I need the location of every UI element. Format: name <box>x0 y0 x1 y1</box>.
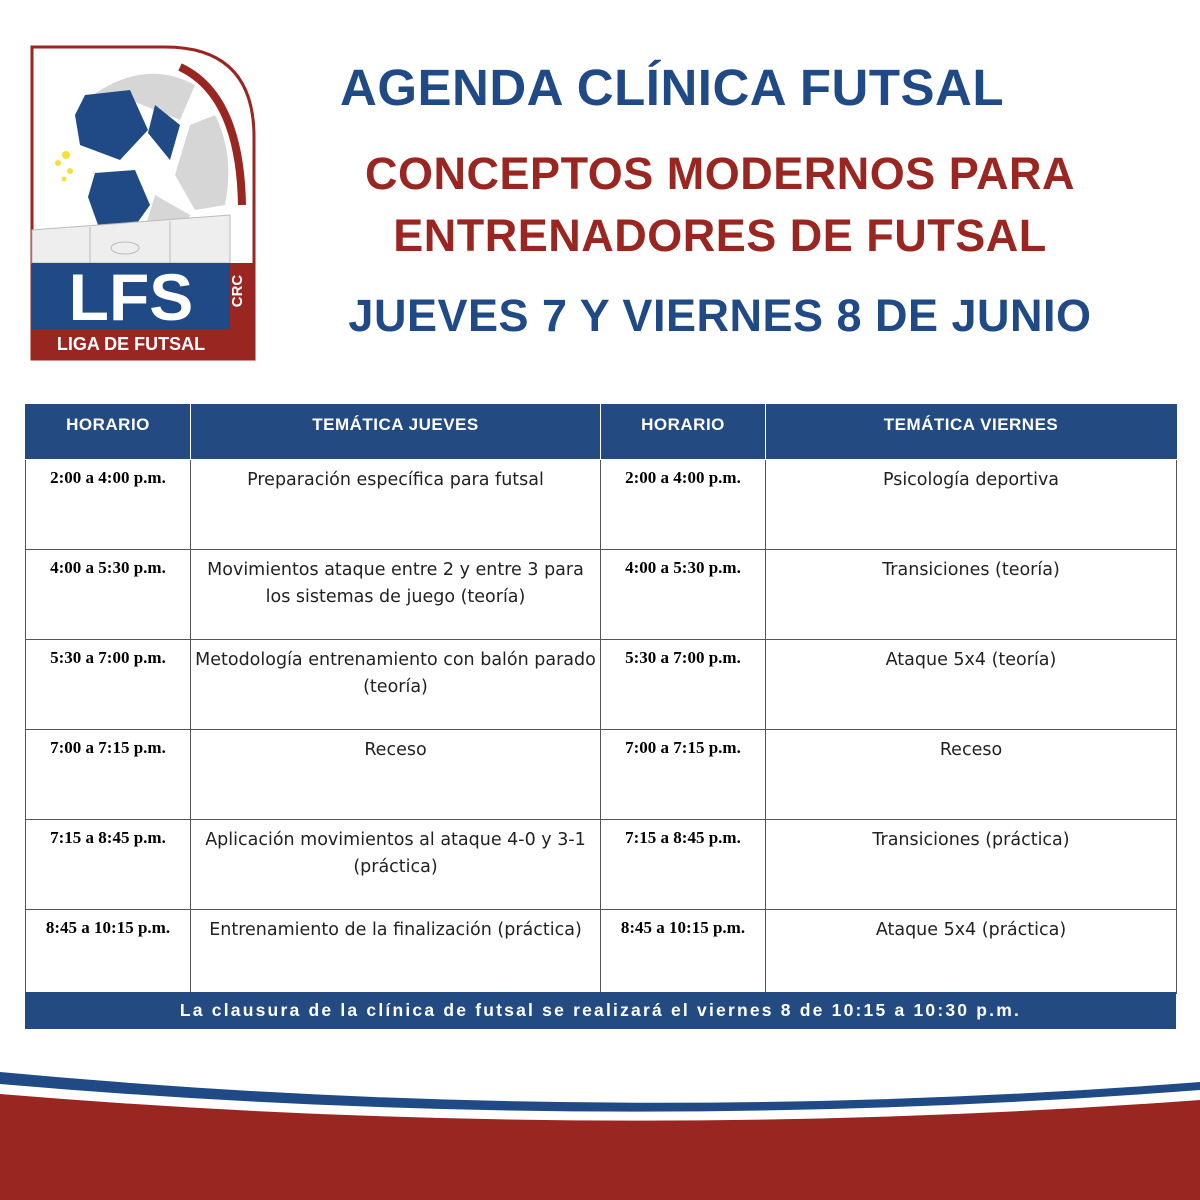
time-friday: 7:15 a 8:45 p.m. <box>601 820 766 910</box>
topic-thursday: Metodología entrenamiento con balón parado (teoría) <box>191 640 601 730</box>
table-row <box>26 910 1177 994</box>
topic-friday: Ataque 5x4 (teoría) <box>766 640 1177 730</box>
topic-thursday: Receso <box>191 730 601 820</box>
table-header-row <box>26 405 1177 460</box>
time-thursday: 7:00 a 7:15 p.m. <box>26 730 191 820</box>
time-thursday: 7:15 a 8:45 p.m. <box>26 820 191 910</box>
table-row <box>26 730 1177 820</box>
header-tematica-viernes: TEMÁTICA VIERNES <box>766 405 1177 460</box>
time-friday: 8:45 a 10:15 p.m. <box>601 910 766 994</box>
topic-friday: Transiciones (práctica) <box>766 820 1177 910</box>
topic-thursday: Entrenamiento de la finalización (práctica) <box>191 910 601 994</box>
agenda-subtitle <box>300 143 1140 267</box>
topic-friday: Psicología deportiva <box>766 460 1177 550</box>
time-thursday: 8:45 a 10:15 p.m. <box>26 910 191 994</box>
agenda-title: AGENDA CLÍNICA FUTSAL <box>340 59 1005 116</box>
time-friday: 7:00 a 7:15 p.m. <box>601 730 766 820</box>
table-row <box>26 820 1177 910</box>
header-horario-fri: HORARIO <box>601 405 766 460</box>
time-friday: 2:00 a 4:00 p.m. <box>601 460 766 550</box>
time-thursday: 2:00 a 4:00 p.m. <box>26 460 191 550</box>
logo-bottom-text: LIGA DE FUTSAL <box>56 334 206 354</box>
time-thursday: 4:00 a 5:30 p.m. <box>26 550 191 640</box>
time-thursday: 5:30 a 7:00 p.m. <box>26 640 191 730</box>
time-friday: 4:00 a 5:30 p.m. <box>601 550 766 640</box>
agenda-dates: JUEVES 7 Y VIERNES 8 DE JUNIO <box>348 290 1092 341</box>
topic-thursday: Movimientos ataque entre 2 y entre 3 para los sistemas de juego (teoría) <box>191 550 601 640</box>
topic-thursday: Preparación específica para futsal <box>191 460 601 550</box>
decorative-waves <box>0 1060 1200 1200</box>
table-row <box>26 460 1177 550</box>
topic-friday: Transiciones (teoría) <box>766 550 1177 640</box>
topic-friday: Receso <box>766 730 1177 820</box>
header-tematica-jueves: TEMÁTICA JUEVES <box>191 405 601 460</box>
topic-thursday: Aplicación movimientos al ataque 4-0 y 3-1 (práctica) <box>191 820 601 910</box>
closing-note: La clausura de la clínica de futsal se realizará el viernes 8 de 10:15 a 10:30 p.m. <box>25 992 1176 1029</box>
table-row <box>26 550 1177 640</box>
logo-letters: LFS <box>68 260 194 334</box>
table-row <box>26 640 1177 730</box>
topic-friday: Ataque 5x4 (práctica) <box>766 910 1177 994</box>
subtitle-line-1: CONCEPTOS MODERNOS PARA <box>365 148 1075 199</box>
agenda-table <box>25 404 1177 994</box>
subtitle-line-2: ENTRENADORES DE FUTSAL <box>393 210 1047 261</box>
time-friday: 5:30 a 7:00 p.m. <box>601 640 766 730</box>
logo-side-text: CRC <box>229 274 246 308</box>
header-horario-thu: HORARIO <box>26 405 191 460</box>
lfs-logo <box>30 45 256 361</box>
